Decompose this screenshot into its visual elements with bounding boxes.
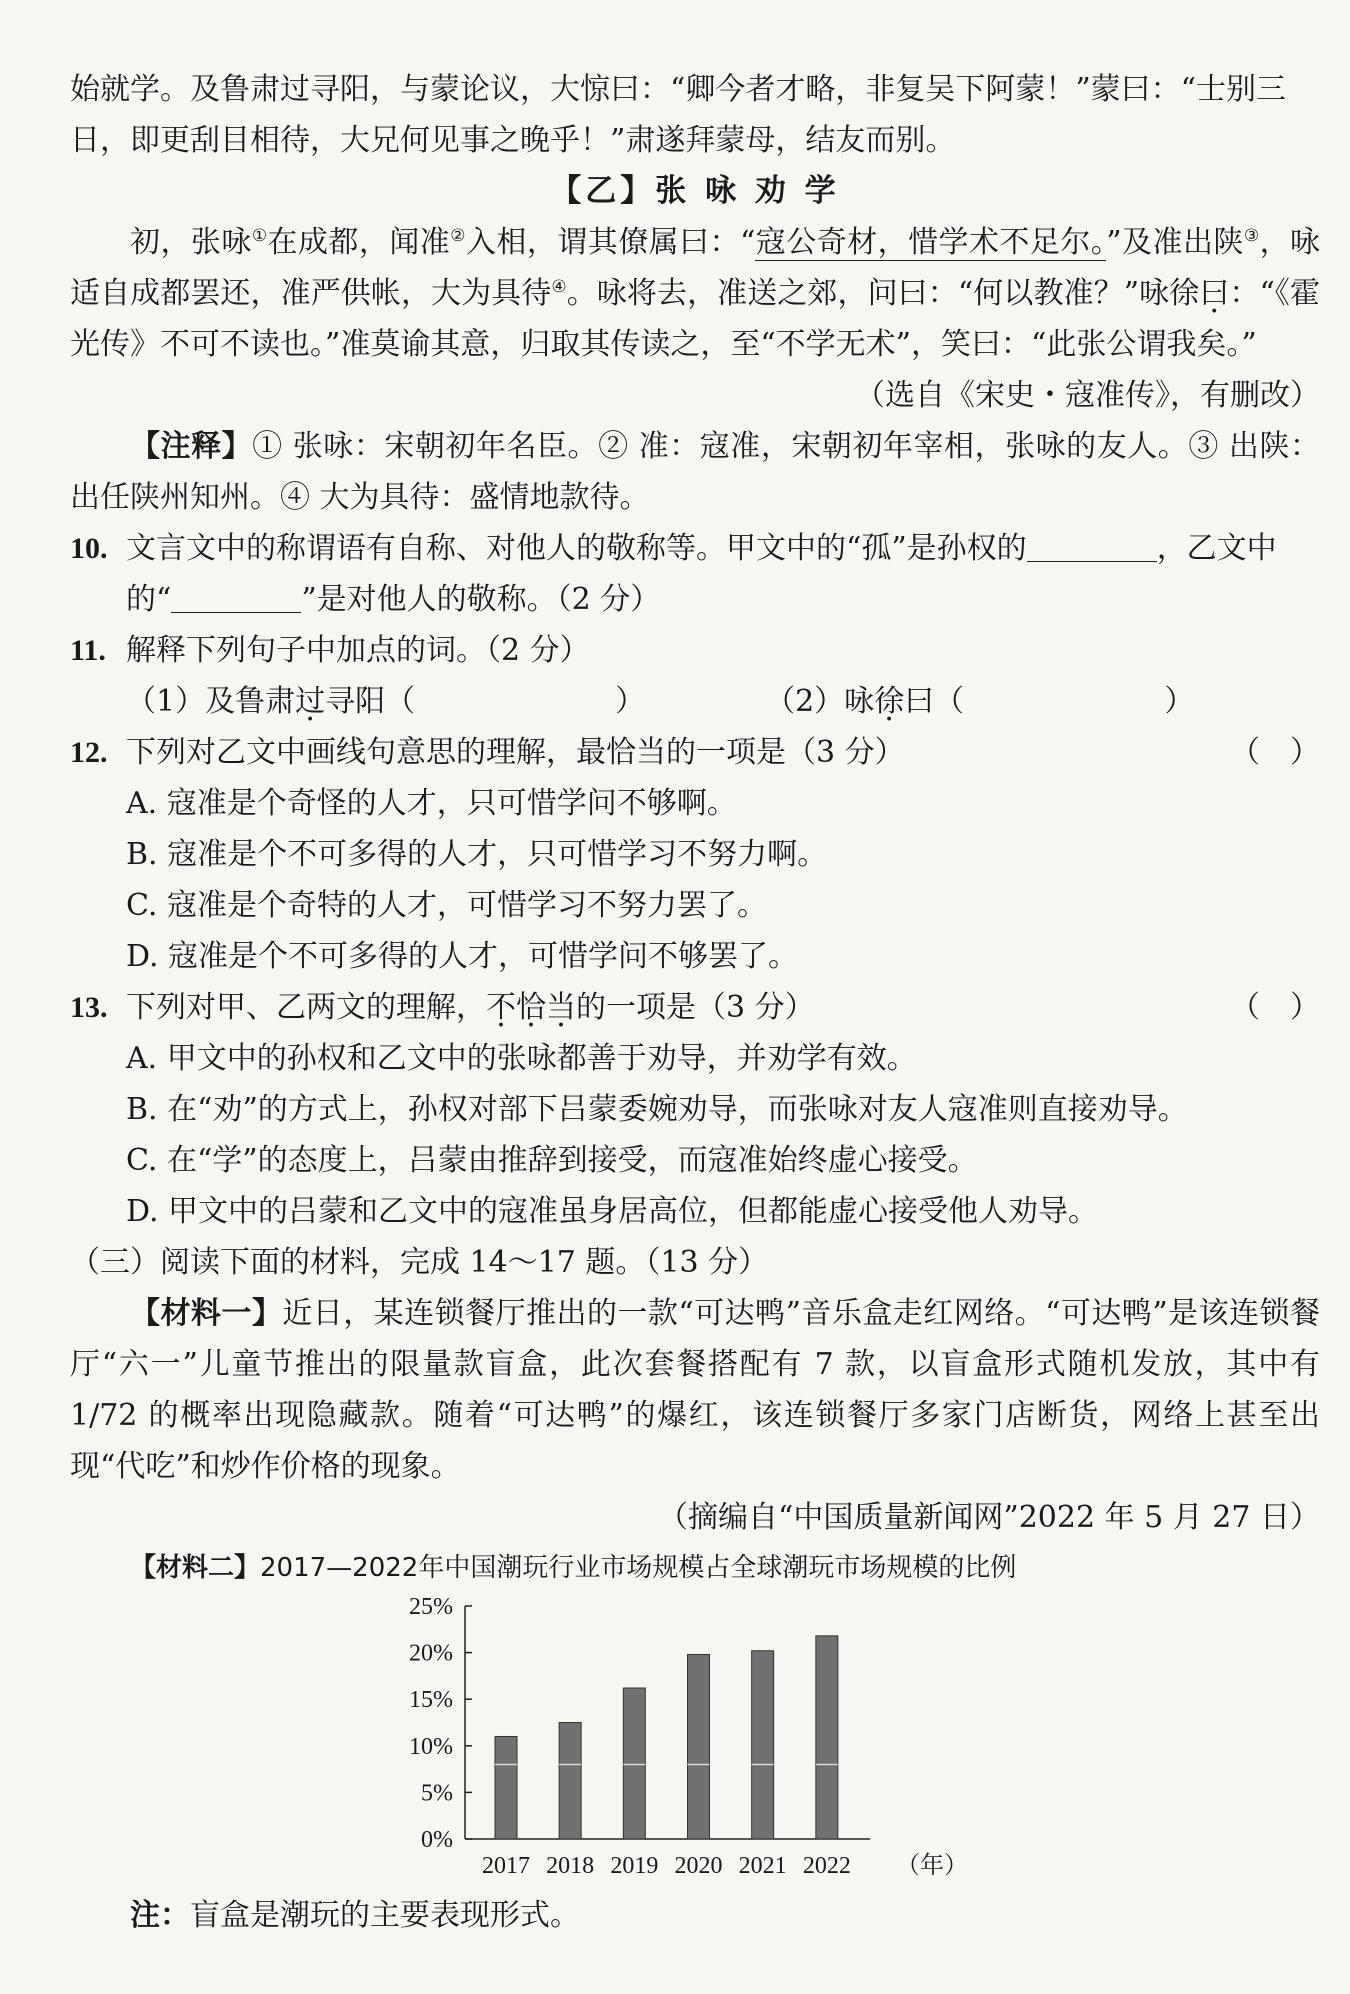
- y-tick-label: 5%: [421, 1780, 453, 1807]
- dotted-phrase: 不恰当: [486, 990, 576, 1025]
- bar-chart-svg: [70, 1594, 1320, 1894]
- option-13-d: D. 甲文中的吕蒙和乙文中的寇准虽身居高位，但都能虚心接受他人劝导。: [126, 1194, 1099, 1229]
- question-12: 12. （ ） 下列对乙文中画线句意思的理解，最恰当的一项是（3 分）: [70, 727, 1320, 778]
- y-tick-label: 0%: [421, 1827, 453, 1853]
- section-3-heading: （三）阅读下面的材料，完成 14～17 题。（13 分）: [70, 1245, 769, 1280]
- chart-note: 注：盲盒是潮玩的主要表现形式。: [130, 1898, 580, 1933]
- passage-b-title: 【乙】张 咏 劝 学: [550, 173, 840, 209]
- material-1: 【材料一】近日，某连锁餐厅推出的一款“可达鸭”音乐盒走红网络。“可达鸭”是该连锁餐厅“六一”儿童节推出的限量款盲盒，此次套餐搭配有 7 款，以盲盒形式随机发放，其中有 1/72 的概率出现隐藏款。随着“可达鸭”的爆红，该连锁餐厅多家门店断货，网络上甚至出现“代吃”和炒作价格的现象。: [70, 1296, 1321, 1484]
- bar-2020: [688, 1654, 710, 1839]
- y-tick-label: 25%: [409, 1594, 453, 1620]
- question-10: 10. 文言文中的称谓语有自称、对他人的敬称等。甲文中的“孤”是孙权的 ，乙文中的“ ”是对他人的敬称。（2 分）: [70, 531, 1277, 617]
- dotted-word: 徐: [1169, 276, 1200, 311]
- y-tick-label: 10%: [409, 1733, 453, 1760]
- x-unit-label: （年）: [896, 1853, 968, 1879]
- material-1-source: （摘编自“中国质量新闻网”2022 年 5 月 27 日）: [658, 1500, 1320, 1535]
- x-tick-label: 2022: [802, 1853, 851, 1879]
- x-tick-label: 2021: [738, 1853, 787, 1879]
- answer-blank-1[interactable]: [1027, 531, 1157, 562]
- x-tick-label: 2018: [546, 1853, 595, 1879]
- answer-blank-2[interactable]: [171, 582, 301, 613]
- option-12-a: A. 寇准是个奇怪的人才，只可惜学问不够啊。: [126, 786, 737, 821]
- option-12-c: C. 寇准是个奇特的人才，可惜学习不努力罢了。: [126, 888, 767, 923]
- bar-chart: [70, 1594, 1320, 1934]
- x-tick-label: 2019: [610, 1853, 659, 1879]
- question-13: 13. （ ） 下列对甲、乙两文的理解，不恰当的一项是（3 分）: [70, 982, 1320, 1033]
- passage-a-line-2: 日，即更刮目相待，大兄何见事之晚乎！”肃遂拜蒙母，结友而别。: [70, 123, 956, 158]
- x-tick-label: 2020: [674, 1853, 723, 1879]
- option-13-b: B. 在“劝”的方式上，孙权对部下吕蒙委婉劝导，而张咏对友人寇准则直接劝导。: [126, 1092, 1188, 1127]
- option-13-c: C. 在“学”的态度上，吕蒙由推辞到接受，而寇准始终虚心接受。: [126, 1143, 978, 1178]
- option-13-a: A. 甲文中的孙权和乙文中的张咏都善于劝导，并劝学有效。: [126, 1041, 917, 1076]
- answer-paren-13[interactable]: （ ）: [1230, 990, 1320, 1025]
- y-tick-label: 15%: [409, 1687, 453, 1714]
- passage-a-line-1: 始就学。及鲁肃过寻阳，与蒙论议，大惊曰：“卿今者才略，非复吴下阿蒙！”蒙曰：“士别三: [70, 72, 1287, 107]
- answer-paren-12[interactable]: （ ）: [1230, 735, 1320, 770]
- passage-b-source: （选自《宋史・寇准传》，有删改）: [855, 378, 1320, 413]
- bar-2022: [816, 1636, 838, 1839]
- y-tick-label: 20%: [409, 1640, 453, 1667]
- question-11: 11. 解释下列句子中加点的词。（2 分）: [70, 633, 590, 668]
- passage-b-body: 初，张咏①在成都，闻准②入相，谓其僚属曰：“寇公奇材，惜学术不足尔。”及准出陕③，咏适自成都罢还，准严供帐，大为具待④。咏将去，准送之郊，问曰：“何以教准？”咏徐曰：“《霍光传》不可不读也。”准莫谕其意，归取其传读之，至“不学无术”，笑曰：“此张公谓我矣。”: [70, 225, 1321, 362]
- underlined-sentence: 寇公奇材，惜学术不足尔。: [755, 225, 1107, 260]
- x-tick-label: 2017: [482, 1853, 530, 1879]
- bar-2017: [495, 1736, 517, 1839]
- option-12-b: B. 寇准是个不可多得的人才，只可惜学习不努力啊。: [126, 837, 828, 872]
- bar-2019: [623, 1688, 645, 1839]
- passage-b-notes: 【注释】① 张咏：宋朝初年名臣。② 准：寇准，宋朝初年宰相，张咏的友人。③ 出陕：出任陕州知州。④ 大为具待：盛情地款待。: [70, 429, 1320, 515]
- option-12-d: D. 寇准是个不可多得的人才，可惜学问不够罢了。: [126, 939, 799, 974]
- bar-2018: [559, 1723, 581, 1840]
- material-2-heading: 【材料二】2017—2022年中国潮玩行业市场规模占全球潮玩市场规模的比例: [130, 1553, 1017, 1583]
- question-11-items: （1）及鲁肃过寻阳（ ） （2）咏徐曰（ ）: [126, 684, 1195, 719]
- bar-2021: [752, 1651, 774, 1839]
